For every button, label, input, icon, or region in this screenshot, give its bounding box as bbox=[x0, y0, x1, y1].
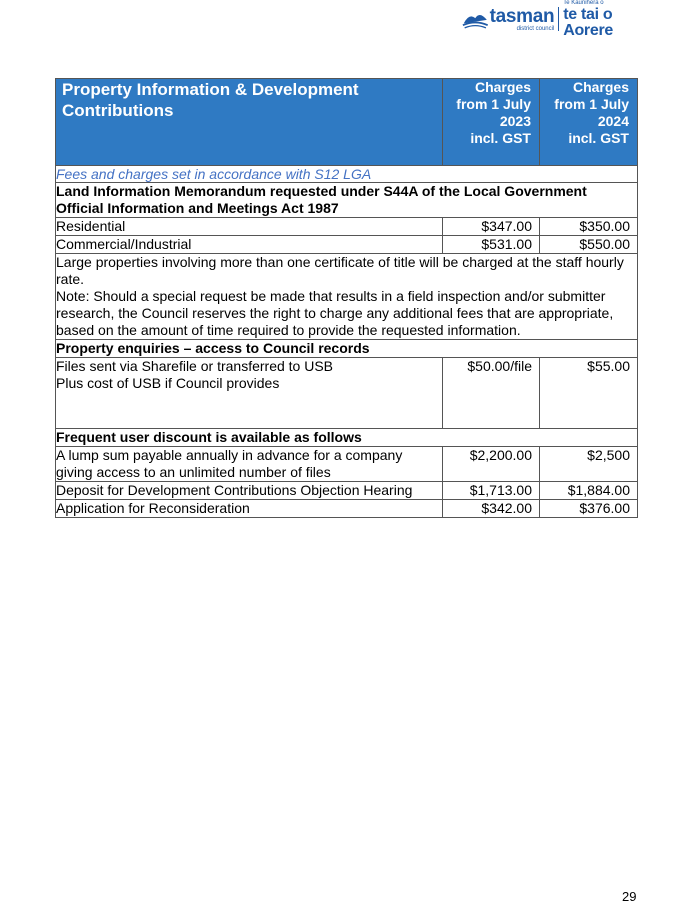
table-row bbox=[56, 500, 638, 518]
row-charge-2024: $376.00 bbox=[540, 500, 638, 518]
council-logo bbox=[462, 0, 654, 39]
row-charge-2024: $55.00 bbox=[540, 358, 638, 429]
row-label: A lump sum payable annually in advance for a company giving access to an unlimited number of files bbox=[56, 447, 443, 482]
table-row bbox=[56, 236, 638, 254]
table-row bbox=[56, 358, 638, 429]
header-charges-2023: Charges from 1 July 2023 incl. GST bbox=[443, 79, 540, 166]
logo-name: tasman bbox=[489, 5, 555, 27]
row-charge-2023: $342.00 bbox=[443, 500, 540, 518]
header-charges-2024: Charges from 1 July 2024 incl. GST bbox=[540, 79, 638, 166]
row-charge-2024: $350.00 bbox=[540, 218, 638, 236]
section-row bbox=[56, 340, 638, 358]
row-charge-2024: $1,884.00 bbox=[540, 482, 638, 500]
row-label: Application for Reconsideration bbox=[56, 500, 443, 518]
page-number: 29 bbox=[622, 889, 637, 904]
table-note: Fees and charges set in accordance with S12 LGA bbox=[56, 166, 638, 183]
enquiries-section-heading: Property enquiries – access to Council records bbox=[56, 340, 638, 358]
row-charge-2023: $50.00/file bbox=[443, 358, 540, 429]
lim-note-special-request: Note: Should a special request be made that results in a field inspection and/or submitter research, the Council reserves the right to charge any additional fees that are appropriate, based on the amount of time required to provide the requested information. bbox=[56, 288, 614, 338]
table-row bbox=[56, 447, 638, 482]
section-row bbox=[56, 429, 638, 447]
table-note-row bbox=[56, 166, 638, 183]
row-label: Commercial/Industrial bbox=[56, 236, 443, 254]
row-label: Deposit for Development Contributions Objection Hearing bbox=[56, 482, 443, 500]
row-label bbox=[56, 358, 443, 429]
logo-divider bbox=[558, 7, 559, 31]
row-charge-2023: $1,713.00 bbox=[443, 482, 540, 500]
lim-section-heading: Land Information Memorandum requested under S44A of the Local Government Official Information and Meetings Act 1987 bbox=[56, 183, 638, 218]
logo-maori-small: Te Kaunihera o bbox=[563, 0, 604, 6]
files-line-2: Plus cost of USB if Council provides bbox=[56, 375, 280, 391]
discount-section-heading: Frequent user discount is available as follows bbox=[56, 429, 638, 447]
mountain-logo-icon bbox=[462, 6, 489, 32]
row-charge-2023: $531.00 bbox=[443, 236, 540, 254]
row-charge-2024: $2,500 bbox=[540, 447, 638, 482]
logo-maori-big: te tai o Aorere bbox=[563, 5, 613, 39]
row-charge-2024: $550.00 bbox=[540, 236, 638, 254]
lim-note-large-properties: Large properties involving more than one certificate of title will be charged at the staff hourly rate. bbox=[56, 254, 624, 287]
logo-sub: district council bbox=[516, 25, 555, 32]
table-header bbox=[56, 79, 638, 166]
table-row bbox=[56, 482, 638, 500]
row-charge-2023: $347.00 bbox=[443, 218, 540, 236]
row-label: Residential bbox=[56, 218, 443, 236]
table-title: Property Information & Development Contributions bbox=[56, 79, 443, 166]
row-charge-2023: $2,200.00 bbox=[443, 447, 540, 482]
fees-table bbox=[55, 78, 638, 518]
section-row bbox=[56, 183, 638, 218]
files-line-1: Files sent via Sharefile or transferred to USB bbox=[56, 358, 334, 374]
lim-notes-row bbox=[56, 254, 638, 340]
table-row bbox=[56, 218, 638, 236]
